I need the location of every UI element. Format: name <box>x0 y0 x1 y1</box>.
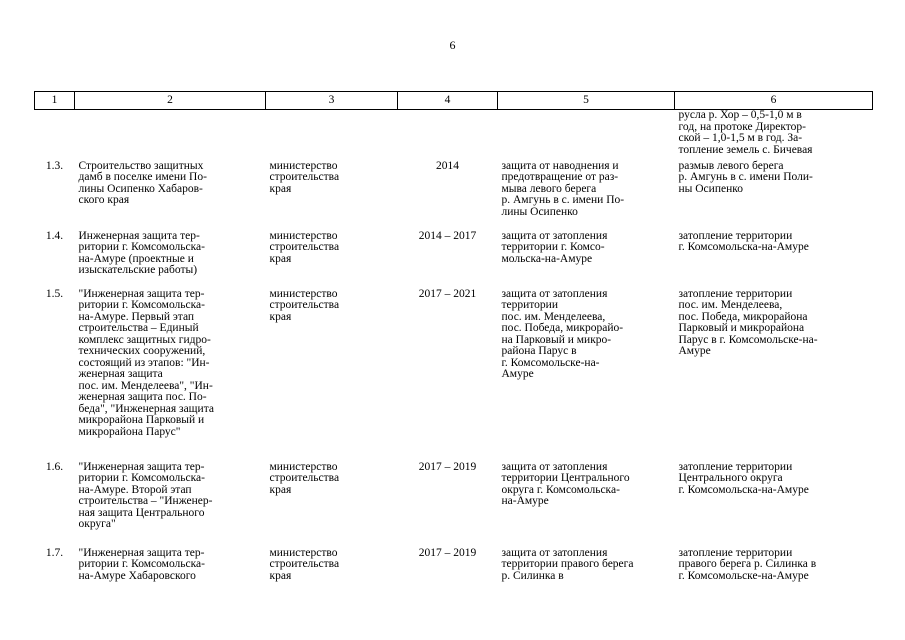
period: 2017 – 2019 <box>418 546 477 559</box>
executor: министерство строительства края <box>269 159 340 195</box>
executor: министерство строительства края <box>269 229 340 265</box>
row-number <box>35 110 75 161</box>
executor <box>266 110 398 161</box>
column-header: 3 <box>266 92 398 110</box>
row-number: 1.5. <box>45 287 64 300</box>
column-header: 5 <box>498 92 675 110</box>
row-number: 1.7. <box>45 546 64 559</box>
period: 2017 – 2021 <box>418 287 477 300</box>
table-header-row <box>35 92 873 110</box>
period: 2014 <box>436 159 459 172</box>
row-number: 1.6. <box>45 460 64 473</box>
table-row <box>35 110 873 161</box>
executor: министерство строительства края <box>269 460 340 496</box>
measure-name: Инженерная защита тер- ритории г. Комсомольска- на-Амуре (проектные и изыскательские работы) <box>78 229 205 276</box>
measure-name: "Инженерная защита тер- ритории г. Комсомольска- на-Амуре. Первый этап строительства – Единый комплекс защитных гидро- технических сооружений, состоящий из этапов: "Ин- женерная защита пос. им. Менделеева", "Ин- женерная защита пос. По- беда", "Инженерная защита микрорайона Парковый и микрорайона Парус" <box>78 287 214 438</box>
measure-name <box>75 110 266 161</box>
risk: затопление территории пос. им. Менделеева, пос. Победа, микрорайона Парковый и микрорайона Парус в г. Комсомольске-на- Амуре <box>678 287 818 357</box>
measure-name: Строительство защитных дамб в поселке имени По- лины Осипенко Хабаров- ского края <box>78 159 207 206</box>
column-header: 1 <box>35 92 75 110</box>
measure-name: "Инженерная защита тер- ритории г. Комсомольска- на-Амуре Хабаровского <box>78 546 205 582</box>
executor: министерство строительства края <box>269 287 340 323</box>
goal <box>498 110 675 161</box>
table-row <box>35 161 873 231</box>
column-header: 2 <box>75 92 266 110</box>
risk: размыв левого берега р. Амгунь в с. имени Поли- ны Осипенко <box>678 159 813 195</box>
period: 2017 – 2019 <box>418 460 477 473</box>
table-row <box>35 289 873 462</box>
table-row <box>35 231 873 289</box>
measure-name: "Инженерная защита тер- ритории г. Комсомольска- на-Амуре. Второй этап строительства – "Инженер- ная защита Центрального округа" <box>78 460 213 530</box>
table-row <box>35 548 873 583</box>
risk: русла р. Хор – 0,5-1,0 м в год, на протоке Директор- ской – 1,0-1,5 м в год. За- топление земель с. Бичевая <box>678 109 813 156</box>
period: 2014 – 2017 <box>418 229 477 242</box>
row-number: 1.4. <box>45 229 64 242</box>
risk: затопление территории Центрального округа г. Комсомольска-на-Амуре <box>678 460 809 496</box>
period <box>398 110 498 161</box>
measures-table <box>34 91 873 582</box>
goal: защита от затопления территории пос. им. Менделеева, пос. Победа, микрорайо- на Парковый и микро- района Парус в г. Комсомольске-на- Амуре <box>501 287 624 380</box>
goal: защита от затопления территории г. Комсо- мольска-на-Амуре <box>501 229 608 265</box>
table-row <box>35 462 873 548</box>
goal: защита от затопления территории правого берега р. Силинка в <box>501 546 634 582</box>
risk: затопление территории г. Комсомольска-на-Амуре <box>678 229 809 253</box>
column-header: 4 <box>398 92 498 110</box>
executor: министерство строительства края <box>269 546 340 582</box>
goal: защита от затопления территории Центрального округа г. Комсомольска- на-Амуре <box>501 460 630 507</box>
column-header: 6 <box>675 92 873 110</box>
page-number: 6 <box>449 38 456 52</box>
goal: защита от наводнения и предотвращение от раз- мыва левого берега р. Амгунь в с. имени По- лины Осипенко <box>501 159 625 218</box>
row-number: 1.3. <box>45 159 64 172</box>
risk: затопление территории правого берега р. Силинка в г. Комсомольске-на-Амуре <box>678 546 817 582</box>
